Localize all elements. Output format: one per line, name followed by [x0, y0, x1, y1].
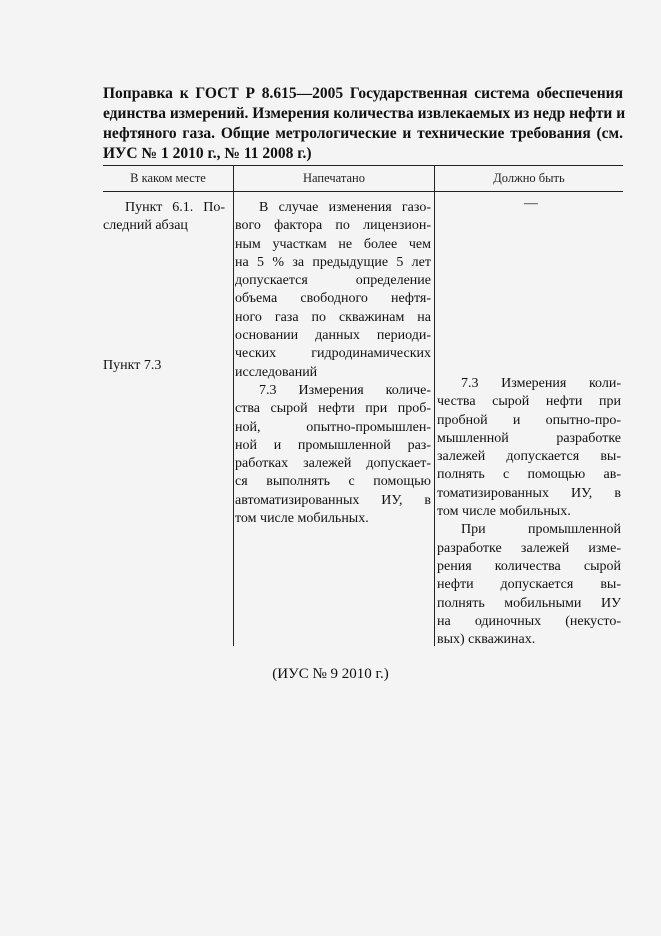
column-divider	[233, 165, 234, 646]
text-line: ства сырой нефти при проб-	[235, 401, 431, 417]
text-line: ным участкам не более чем	[235, 236, 431, 252]
text-line: ной и промышленной раз-	[235, 437, 431, 453]
text-line: 7.3 Измерения коли-	[461, 376, 621, 391]
text-line: чества сырой нефти при	[437, 394, 621, 410]
text-line: Пункт 6.1. По-	[125, 200, 225, 215]
table-top-rule	[103, 165, 623, 166]
amendment-heading	[103, 84, 626, 164]
row1-should-be-dash: —	[524, 196, 538, 211]
text-line: ной, опытно-промышлен-	[235, 419, 431, 435]
text-line: на 5 % за предыдущие 5 лет	[235, 254, 431, 270]
heading-line: ИУС № 1 2010 г., № 11 2008 г.)	[103, 145, 312, 162]
header-should-be: Должно быть	[493, 171, 565, 185]
heading-line: Поправка к ГОСТ Р 8.615—2005 Государственная система обеспечения	[103, 85, 623, 102]
row1-printed	[235, 199, 431, 528]
text-line: исследований	[235, 364, 318, 380]
text-line: рения количества сырой	[437, 558, 621, 574]
heading-line: нефтяного газа. Общие метрологические и технические требования (см.	[103, 125, 623, 142]
text-line: При промышленной	[461, 522, 621, 538]
text-line: ся выполнять с помощью	[235, 474, 431, 490]
column-divider	[434, 165, 435, 646]
text-line: следний абзац	[103, 218, 188, 234]
row1-where	[103, 199, 225, 236]
text-line: работках залежей допускает-	[235, 456, 431, 472]
text-line: Пункт 7.3	[103, 358, 162, 373]
footer-reference: (ИУС № 9 2010 г.)	[272, 666, 389, 682]
text-line: вого фактора по лицензион-	[235, 218, 431, 234]
table-header-rule	[103, 191, 623, 192]
row2-where	[103, 357, 225, 375]
text-line: полнять мобильными ИУ	[437, 595, 621, 611]
heading-line: единства измерений. Измерения количества извлекаемых из недр нефти и	[103, 105, 626, 122]
text-line: том числе мобильных.	[437, 504, 571, 520]
header-where: В каком месте	[130, 171, 206, 185]
text-line: ческих гидродинамических	[235, 346, 431, 362]
text-line: автоматизированных ИУ, в	[235, 492, 431, 508]
header-printed: Напечатано	[303, 171, 365, 185]
text-line: объема свободного нефтя-	[235, 291, 431, 307]
text-line: разработке залежей изме-	[437, 540, 621, 556]
text-line: мышленной разработке	[437, 430, 621, 446]
row2-should-be	[437, 375, 621, 649]
text-line: полнять с помощью ав-	[437, 467, 621, 483]
text-line: В случае изменения газо-	[259, 200, 431, 215]
text-line: вых) скважинах.	[437, 632, 536, 648]
text-line: томатизированных ИУ, в	[437, 485, 621, 501]
text-line: 7.3 Измерения количе-	[259, 382, 431, 398]
text-line: основании данных периоди-	[235, 328, 431, 344]
text-line: нефти допускается вы-	[437, 577, 621, 593]
text-line: ного газа по скважинам на	[235, 309, 431, 325]
text-line: том числе мобильных.	[235, 511, 369, 527]
text-line: пробной и опытно-про-	[437, 412, 621, 428]
text-line: на одиночных (некусто-	[437, 613, 621, 629]
text-line: залежей допускается вы-	[437, 449, 621, 465]
text-line: допускается определение	[235, 273, 431, 289]
